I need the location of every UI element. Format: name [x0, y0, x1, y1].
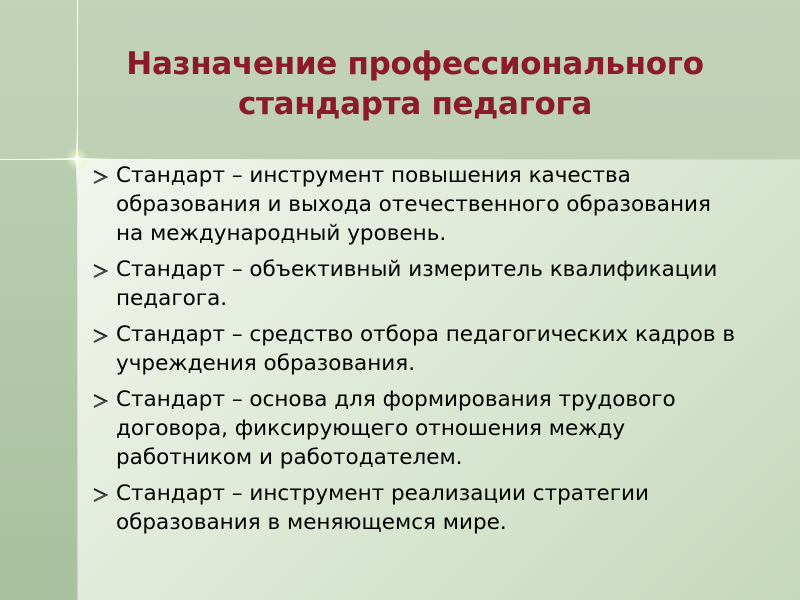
arrow-bullet-icon — [92, 487, 110, 503]
horizontal-divider — [0, 159, 800, 160]
bullet-item — [92, 320, 742, 378]
bullet-text: Стандарт – инструмент реализации стратегии образования в меняющемся мире. — [116, 481, 649, 535]
title-line-1: Назначение профессионального — [126, 46, 704, 82]
bullet-text: Стандарт – основа для формирования трудового договора, фиксирующего отношения между работником и работодателем. — [116, 387, 676, 470]
bullet-list — [92, 161, 742, 544]
bullet-text: Стандарт – средство отбора педагогических кадров в учреждения образования. — [116, 322, 736, 376]
bullet-item — [92, 479, 742, 537]
bullet-item — [92, 255, 742, 313]
arrow-bullet-icon — [92, 169, 110, 185]
bullet-text: Стандарт – инструмент повышения качества образования и выхода отечественного образования на международный уровень. — [116, 163, 711, 246]
slide-title — [60, 44, 770, 124]
arrow-bullet-icon — [92, 328, 110, 344]
left-decorative-strip — [0, 160, 78, 600]
title-line-2: стандарта педагога — [237, 86, 593, 122]
bullet-item — [92, 161, 742, 248]
bullet-item — [92, 385, 742, 472]
arrow-bullet-icon — [92, 263, 110, 279]
arrow-bullet-icon — [92, 393, 110, 409]
bullet-text: Стандарт – объективный измеритель квалификации педагога. — [116, 257, 718, 311]
